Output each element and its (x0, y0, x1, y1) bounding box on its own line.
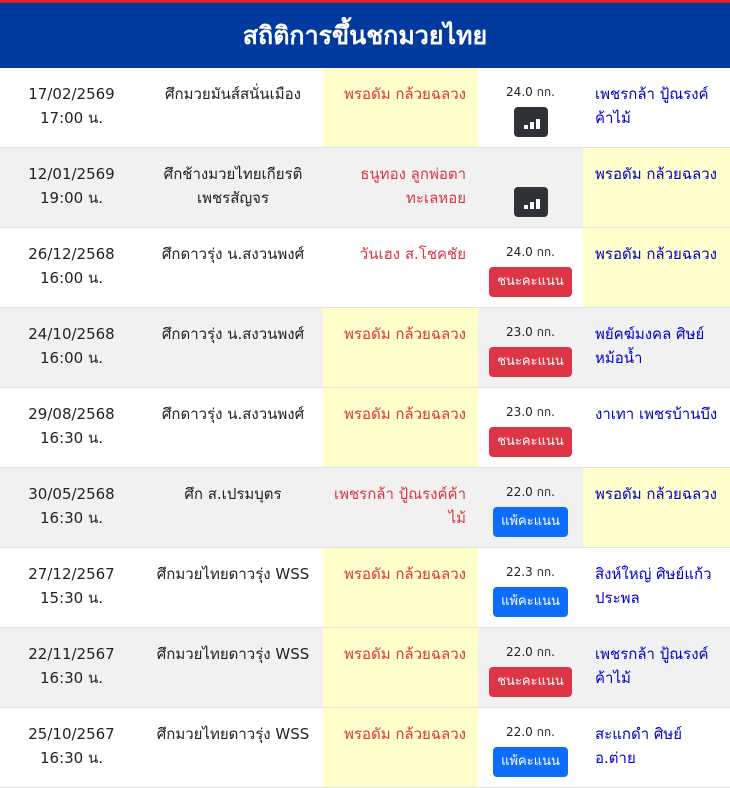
fight-result-cell (478, 148, 583, 227)
fight-time: 19:00 น. (39, 189, 104, 207)
table-row (0, 148, 730, 228)
blue-corner-fighter[interactable]: เพชรกล้า ปู้ณรงค์ค้าไม้ (595, 645, 709, 687)
fight-time: 16:00 น. (39, 269, 104, 287)
table-row (0, 708, 730, 788)
fight-result-cell (478, 628, 583, 707)
red-corner-fighter[interactable]: พรอดัม กล้วยฉลวง (323, 388, 478, 467)
win-points-button[interactable]: ชนะคะแนน (489, 347, 572, 377)
fight-table (0, 68, 730, 788)
fight-date: 29/08/2568 (28, 405, 115, 423)
weight-label: 23.0 กก. (506, 325, 555, 339)
fight-date: 30/05/2568 (28, 485, 115, 503)
red-corner-fighter[interactable]: พรอดัม กล้วยฉลวง (323, 308, 478, 387)
blue-corner-fighter[interactable]: พรอดัม กล้วยฉลวง (583, 228, 730, 307)
table-row (0, 308, 730, 388)
fight-datetime (0, 388, 143, 467)
fight-datetime (0, 548, 143, 627)
event-name: ศึกมวยไทยดาวรุ่ง WSS (156, 645, 310, 663)
fight-time: 16:30 น. (39, 669, 104, 687)
red-corner-fighter[interactable]: พรอดัม กล้วยฉลวง (323, 708, 478, 787)
page-header (0, 0, 730, 68)
fight-result-cell (478, 468, 583, 547)
fight-datetime (0, 308, 143, 387)
fight-result-cell (478, 548, 583, 627)
fight-time: 16:00 น. (39, 349, 104, 367)
event-name: ศึกมวยไทยดาวรุ่ง WSS (156, 565, 310, 583)
red-corner-fighter[interactable]: เพชรกล้า ปู้ณรงค์ค้าไม้ (333, 485, 466, 527)
event-name: ศึก ส.เปรมบุตร (184, 485, 282, 503)
fight-date: 27/12/2567 (28, 565, 115, 583)
lose-points-button[interactable]: แพ้คะแนน (493, 747, 568, 777)
fight-datetime (0, 148, 143, 227)
red-corner-fighter[interactable]: ธนูทอง ลูกพ่อตาทะเลหอย (360, 165, 466, 207)
red-corner-fighter[interactable]: วันเฮง ส.โชคชัย (359, 245, 466, 263)
weight-label: 22.0 กก. (506, 725, 555, 739)
fight-time: 15:30 น. (39, 589, 104, 607)
fight-datetime (0, 468, 143, 547)
event-name: ศึกมวยมันส์สนั่นเมือง (164, 85, 301, 103)
win-points-button[interactable]: ชนะคะแนน (489, 667, 572, 697)
stats-chart-icon[interactable] (514, 107, 548, 137)
weight-label: 24.0 กก. (506, 85, 555, 99)
blue-corner-fighter[interactable]: สะแกดำ ศิษย์อ.ต่าย (595, 725, 683, 767)
table-row (0, 68, 730, 148)
fight-datetime (0, 68, 143, 147)
fight-datetime (0, 628, 143, 707)
weight-label: 22.0 กก. (506, 485, 555, 499)
fight-date: 22/11/2567 (28, 645, 115, 663)
blue-corner-fighter[interactable]: สิงห์ใหญ่ ศิษย์แก้วประพล (595, 565, 712, 607)
table-row (0, 468, 730, 548)
blue-corner-fighter[interactable]: เพชรกล้า ปู้ณรงค์ค้าไม้ (595, 85, 709, 127)
fight-date: 26/12/2568 (28, 245, 115, 263)
event-name: ศึกช้างมวยไทยเกียรติเพชรสัญจร (163, 165, 303, 207)
weight-label: 24.0 กก. (506, 245, 555, 259)
fight-result-cell (478, 308, 583, 387)
lose-points-button[interactable]: แพ้คะแนน (493, 507, 568, 537)
fight-time: 17:00 น. (39, 109, 104, 127)
lose-points-button[interactable]: แพ้คะแนน (493, 587, 568, 617)
fight-date: 12/01/2569 (28, 165, 115, 183)
fight-time: 16:30 น. (39, 509, 104, 527)
table-row (0, 628, 730, 708)
fight-date: 17/02/2569 (28, 85, 115, 103)
fight-result-cell (478, 68, 583, 147)
stats-chart-icon[interactable] (514, 187, 548, 217)
page-title: สถิติการขึ้นชกมวยไทย (242, 20, 488, 50)
blue-corner-fighter[interactable]: พรอดัม กล้วยฉลวง (583, 468, 730, 547)
fight-date: 24/10/2568 (28, 325, 115, 343)
table-row (0, 228, 730, 308)
fight-date: 25/10/2567 (28, 725, 115, 743)
red-corner-fighter[interactable]: พรอดัม กล้วยฉลวง (323, 628, 478, 707)
event-name: ศึกมวยไทยดาวรุ่ง WSS (156, 725, 310, 743)
blue-corner-fighter[interactable]: งาเทา เพชรบ้านบึง (595, 405, 718, 423)
fight-time: 16:30 น. (39, 429, 104, 447)
fight-datetime (0, 708, 143, 787)
fight-result-cell (478, 708, 583, 787)
event-name: ศึกดาวรุ่ง น.สงวนพงศ์ (161, 405, 305, 423)
fight-time: 16:30 น. (39, 749, 104, 767)
weight-label: 22.3 กก. (506, 565, 555, 579)
fight-result-cell (478, 388, 583, 467)
table-row (0, 388, 730, 468)
fight-result-cell (478, 228, 583, 307)
blue-corner-fighter[interactable]: พรอดัม กล้วยฉลวง (583, 148, 730, 227)
red-corner-fighter[interactable]: พรอดัม กล้วยฉลวง (323, 68, 478, 147)
weight-label (478, 165, 583, 179)
weight-label: 22.0 กก. (506, 645, 555, 659)
event-name: ศึกดาวรุ่ง น.สงวนพงศ์ (161, 325, 305, 343)
weight-label: 23.0 กก. (506, 405, 555, 419)
win-points-button[interactable]: ชนะคะแนน (489, 267, 572, 297)
blue-corner-fighter[interactable]: พยัคฆ์มงคล ศิษย์หม้อน้ำ (595, 325, 705, 367)
event-name: ศึกดาวรุ่ง น.สงวนพงศ์ (161, 245, 305, 263)
table-row (0, 548, 730, 628)
fight-datetime (0, 228, 143, 307)
red-corner-fighter[interactable]: พรอดัม กล้วยฉลวง (323, 548, 478, 627)
win-points-button[interactable]: ชนะคะแนน (489, 427, 572, 457)
